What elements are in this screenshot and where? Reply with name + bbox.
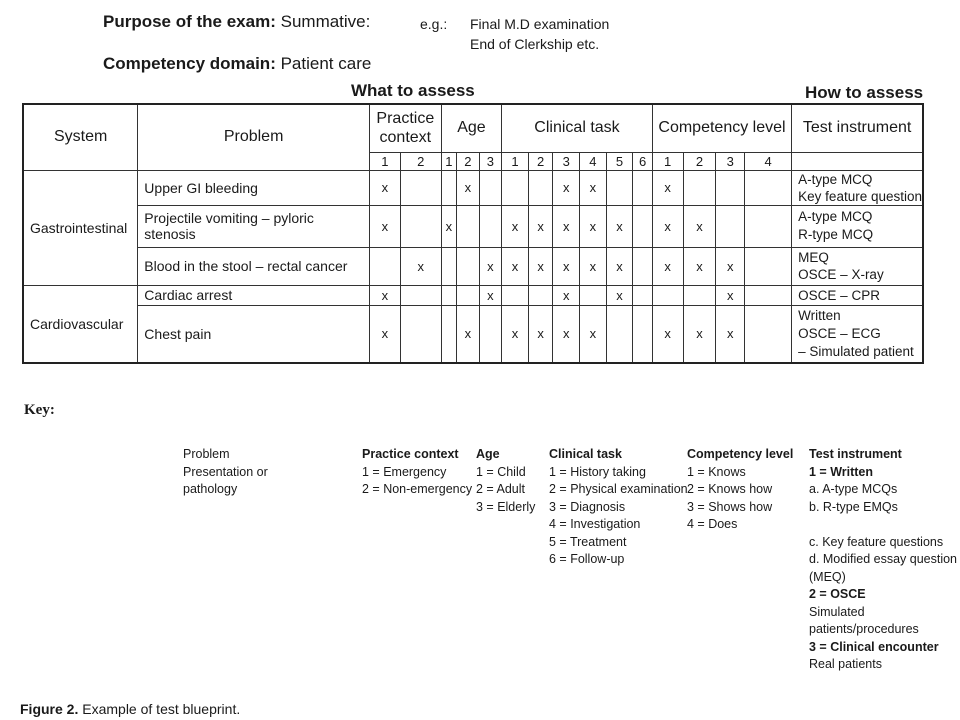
key-line: 4 = Does xyxy=(687,517,738,531)
test-instrument-cell xyxy=(792,170,923,205)
key-line: 2 = Adult xyxy=(476,482,525,496)
col-system: System xyxy=(23,104,138,170)
mark-cell xyxy=(369,247,400,285)
num-cell: 2 xyxy=(528,152,553,170)
num-cell: 2 xyxy=(683,152,716,170)
mark-cell xyxy=(652,285,683,305)
how-to-assess-heading: How to assess xyxy=(805,83,924,102)
mark-cell: x xyxy=(553,247,580,285)
domain-value: Patient care xyxy=(280,54,372,73)
key-practice-heading: Practice context xyxy=(362,447,459,461)
num-cell: 3 xyxy=(553,152,580,170)
key-line: (MEQ) xyxy=(809,569,846,584)
num-cell: 4 xyxy=(745,152,792,170)
mark-cell xyxy=(633,285,652,305)
test-line: A-type MCQ xyxy=(798,171,873,187)
mark-cell xyxy=(441,285,456,305)
key-line: patients/procedures xyxy=(809,622,919,636)
key-line: 4 = Investigation xyxy=(549,517,641,531)
mark-cell xyxy=(457,247,480,285)
mark-cell xyxy=(441,305,456,363)
key-line: 1 = Knows xyxy=(687,464,746,479)
key-line: d. Modified essay question xyxy=(809,552,958,566)
key-line: 2 = Non-emergency xyxy=(362,482,473,496)
mark-cell: x xyxy=(553,205,580,247)
key-clinical-heading: Clinical task xyxy=(549,447,622,461)
mark-cell xyxy=(528,285,553,305)
mark-cell: x xyxy=(528,247,553,285)
key-competency-level xyxy=(687,446,793,534)
mark-cell xyxy=(400,305,441,363)
mark-cell xyxy=(633,305,652,363)
mark-cell: x xyxy=(580,170,607,205)
test-line: Key feature question xyxy=(798,188,923,204)
test-instrument-cell xyxy=(792,247,923,285)
key-title: Key: xyxy=(24,402,55,418)
mark-cell: x xyxy=(683,247,716,285)
num-cell: 1 xyxy=(652,152,683,170)
mark-cell: x xyxy=(528,205,553,247)
mark-cell: x xyxy=(441,205,456,247)
test-instrument-cell xyxy=(792,285,923,305)
key-line: Real patients xyxy=(809,657,882,671)
mark-cell xyxy=(745,305,792,363)
mark-cell: x xyxy=(716,285,745,305)
mark-cell: x xyxy=(606,247,633,285)
key-line: Simulated xyxy=(809,604,865,619)
col-practice-context xyxy=(369,104,441,152)
test-line: OSCE – ECG xyxy=(798,325,881,341)
mark-cell: x xyxy=(683,205,716,247)
mark-cell xyxy=(633,205,652,247)
mark-cell: x xyxy=(369,205,400,247)
mark-cell: x xyxy=(580,205,607,247)
mark-cell xyxy=(745,170,792,205)
test-line: MEQ xyxy=(798,250,829,265)
mark-cell: x xyxy=(502,305,529,363)
mark-cell xyxy=(457,205,480,247)
key-line: 1 = Child xyxy=(476,464,526,479)
test-instrument-cell xyxy=(792,305,923,363)
num-cell: 1 xyxy=(502,152,529,170)
mark-cell xyxy=(716,205,745,247)
caption-label: Figure 2. xyxy=(20,701,79,717)
key-line: 3 = Diagnosis xyxy=(549,499,626,514)
mark-cell xyxy=(441,170,456,205)
mark-cell xyxy=(745,247,792,285)
figure-caption xyxy=(20,701,240,717)
mark-cell xyxy=(606,305,633,363)
key-problem xyxy=(183,446,268,499)
key-line: 3 = Elderly xyxy=(476,499,536,514)
key-line: 2 = Physical examination xyxy=(549,482,688,496)
key-line: 3 = Shows how xyxy=(687,499,773,514)
key-line: 6 = Follow-up xyxy=(549,552,625,566)
mark-cell: x xyxy=(479,247,502,285)
mark-cell: x xyxy=(652,305,683,363)
table-row xyxy=(23,205,923,247)
table-row xyxy=(23,285,923,305)
num-cell: 5 xyxy=(606,152,633,170)
key-age xyxy=(476,446,535,516)
problem-cell: Projectile vomiting – pyloric stenosis xyxy=(138,205,370,247)
col-age: Age xyxy=(441,104,501,152)
mark-cell: x xyxy=(479,285,502,305)
problem-cell: Upper GI bleeding xyxy=(138,170,370,205)
num-cell: 3 xyxy=(479,152,502,170)
mark-cell: x xyxy=(716,247,745,285)
col-practice-line2: context xyxy=(379,129,432,147)
mark-cell: x xyxy=(553,305,580,363)
mark-cell: x xyxy=(652,170,683,205)
col-clinical-task: Clinical task xyxy=(502,104,653,152)
mark-cell xyxy=(633,247,652,285)
col-practice-line1: Practice xyxy=(376,110,435,128)
mark-cell xyxy=(400,170,441,205)
mark-cell: x xyxy=(369,305,400,363)
key-line: pathology xyxy=(183,482,238,496)
num-cell: 2 xyxy=(457,152,480,170)
key-age-heading: Age xyxy=(476,447,500,461)
num-cell: 6 xyxy=(633,152,652,170)
purpose-line xyxy=(103,12,370,32)
mark-cell xyxy=(716,170,745,205)
mark-cell: x xyxy=(652,247,683,285)
mark-cell: x xyxy=(553,170,580,205)
key-clinical-task xyxy=(549,446,688,569)
table-row xyxy=(23,247,923,285)
mark-cell xyxy=(683,170,716,205)
key-line: 1 = Emergency xyxy=(362,464,447,479)
col-test-instrument: Test instrument xyxy=(792,104,923,152)
mark-cell: x xyxy=(369,285,400,305)
mark-cell: x xyxy=(369,170,400,205)
domain-label: Competency domain: xyxy=(103,54,276,73)
mark-cell: x xyxy=(553,285,580,305)
key-competency-heading: Competency level xyxy=(687,447,794,461)
mark-cell: x xyxy=(502,247,529,285)
key-line: Presentation or xyxy=(183,464,268,479)
mark-cell: x xyxy=(652,205,683,247)
what-to-assess-heading: What to assess xyxy=(351,81,475,100)
eg-line-2: End of Clerkship etc. xyxy=(470,36,600,52)
key-line: a. A-type MCQs xyxy=(809,482,898,496)
key-line: 1 = History taking xyxy=(549,464,646,479)
caption-text: Example of test blueprint. xyxy=(82,701,241,717)
system-cardiovascular: Cardiovascular xyxy=(23,285,138,363)
blueprint-table xyxy=(22,103,924,364)
key-line: c. Key feature questions xyxy=(809,534,944,549)
test-instrument-cell xyxy=(792,205,923,247)
mark-cell: x xyxy=(606,205,633,247)
mark-cell: x xyxy=(580,247,607,285)
col-problem: Problem xyxy=(138,104,370,170)
purpose-label: Purpose of the exam: xyxy=(103,12,276,31)
problem-cell: Chest pain xyxy=(138,305,370,363)
key-problem-heading: Problem xyxy=(183,447,230,461)
test-line: Written xyxy=(798,307,841,323)
mark-cell xyxy=(502,285,529,305)
key-clinical-encounter-heading: 3 = Clinical encounter xyxy=(809,639,939,654)
mark-cell xyxy=(528,170,553,205)
test-line: OSCE – X-ray xyxy=(798,267,884,282)
mark-cell xyxy=(479,305,502,363)
problem-cell: Cardiac arrest xyxy=(138,285,370,305)
mark-cell: x xyxy=(400,247,441,285)
mark-cell xyxy=(606,170,633,205)
num-cell: 4 xyxy=(580,152,607,170)
num-cell xyxy=(792,152,923,170)
key-line: b. R-type EMQs xyxy=(809,499,898,514)
mark-cell: x xyxy=(457,170,480,205)
mark-cell: x xyxy=(502,205,529,247)
problem-cell: Blood in the stool – rectal cancer xyxy=(138,247,370,285)
eg-label: e.g.: xyxy=(420,16,448,32)
key-test-heading: Test instrument xyxy=(809,447,902,461)
mark-cell xyxy=(441,247,456,285)
mark-cell: x xyxy=(580,305,607,363)
mark-cell xyxy=(457,285,480,305)
test-line: OSCE – CPR xyxy=(798,287,880,303)
mark-cell xyxy=(502,170,529,205)
system-gastrointestinal: Gastrointestinal xyxy=(23,170,138,285)
mark-cell xyxy=(479,170,502,205)
num-cell: 2 xyxy=(400,152,441,170)
purpose-value: Summative: xyxy=(280,12,371,31)
domain-line xyxy=(103,54,371,74)
num-cell: 3 xyxy=(716,152,745,170)
table-row xyxy=(23,305,923,363)
mark-cell: x xyxy=(606,285,633,305)
num-cell: 1 xyxy=(441,152,456,170)
mark-cell: x xyxy=(457,305,480,363)
key-written-heading: 1 = Written xyxy=(809,464,874,479)
key-test-instrument xyxy=(809,446,957,674)
key-practice-context xyxy=(362,446,472,499)
eg-line-1: Final M.D examination xyxy=(470,16,610,32)
key-line: 5 = Treatment xyxy=(549,534,627,549)
test-line: R-type MCQ xyxy=(798,227,874,242)
mark-cell: x xyxy=(528,305,553,363)
test-line: A-type MCQ xyxy=(798,209,873,224)
mark-cell xyxy=(745,205,792,247)
mark-cell xyxy=(400,285,441,305)
key-line: 2 = Knows how xyxy=(687,482,773,496)
mark-cell: x xyxy=(683,305,716,363)
mark-cell xyxy=(400,205,441,247)
key-osce-heading: 2 = OSCE xyxy=(809,587,866,601)
mark-cell: x xyxy=(716,305,745,363)
header-row xyxy=(23,104,923,152)
mark-cell xyxy=(479,205,502,247)
table-row xyxy=(23,170,923,205)
num-cell: 1 xyxy=(369,152,400,170)
col-competency-level: Competency level xyxy=(652,104,791,152)
mark-cell xyxy=(580,285,607,305)
mark-cell xyxy=(633,170,652,205)
mark-cell xyxy=(683,285,716,305)
mark-cell xyxy=(745,285,792,305)
test-line: – Simulated patient xyxy=(798,343,914,359)
